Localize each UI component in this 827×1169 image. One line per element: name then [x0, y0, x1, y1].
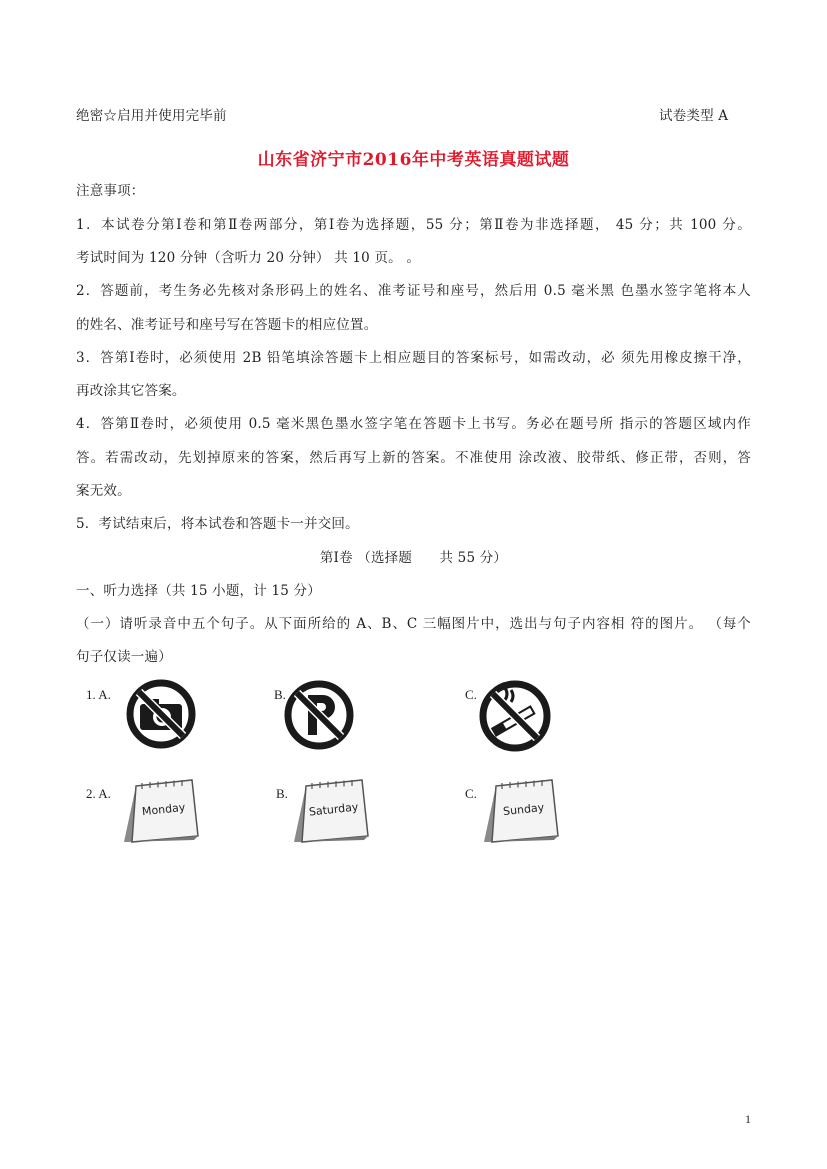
- notice-item-1-line-1: 1．本试卷分第Ⅰ卷和第Ⅱ卷两部分，第Ⅰ卷为选择题，55 分；第Ⅱ卷为非选择题， 45 分；共 100 分。: [76, 217, 751, 233]
- q1-option-b-label: B.: [274, 687, 286, 702]
- q2-option-b-label: B.: [276, 786, 288, 801]
- page-number: 1: [745, 1112, 751, 1126]
- notice-item-3-line-1: 3．答第Ⅰ卷时，必须使用 2B 铅笔填涂答题卡上相应题目的答案标号，如需改动，必 须先用橡皮擦干净，: [76, 350, 751, 366]
- calendar-label-monday: Monday: [141, 800, 186, 819]
- instruction-line-2: 句子仅读一遍）: [76, 649, 172, 665]
- notice-item-1-line-2: 考试时间为 120 分钟（含听力 20 分钟） 共 10 页。 。: [76, 250, 421, 266]
- part-one-heading: 一、听力选择（共 15 小题，计 15 分）: [76, 583, 321, 599]
- q2-option-c-label: C.: [465, 786, 477, 801]
- notice-item-4-line-2: 答。若需改动，先划掉原来的答案，然后再写上新的答案。不准使用 涂改液、胶带纸、修正带，否则，答: [76, 450, 751, 466]
- calendar-saturday-icon: [290, 778, 372, 846]
- notice-item-2-line-2: 的姓名、准考证号和座号写在答题卡的相应位置。: [76, 317, 378, 333]
- calendar-monday-icon: [120, 778, 202, 846]
- confidential-label: 绝密☆启用并使用完毕前: [76, 108, 227, 124]
- paper-type-label: 试卷类型 A: [659, 108, 729, 124]
- no-smoking-sign-icon: [477, 678, 553, 754]
- q2-option-a-label: 2. A.: [86, 786, 111, 801]
- section-title: 第Ⅰ卷 （选择题 共 55 分）: [319, 550, 508, 566]
- q1-option-c-label: C.: [465, 687, 477, 702]
- notice-item-3-line-2: 再改涂其它答案。: [76, 383, 186, 399]
- instruction-line-1: （一）请听录音中五个句子。从下面所给的 A、B、C 三幅图片中，选出与句子内容相 符的图片。 （每个: [76, 616, 751, 632]
- q1-option-a-label: 1. A.: [86, 687, 111, 702]
- page-title: 山东省济宁市2016年中考英语真题试题: [257, 150, 570, 170]
- notice-item-4-line-1: 4．答第Ⅱ卷时，必须使用 0.5 毫米黑色墨水签字笔在答题卡上书写。务必在题号所 指示的答题区域内作: [76, 416, 751, 432]
- notice-item-2-line-1: 2．答题前，考生务必先核对条形码上的姓名、准考证号和座号，然后用 0.5 毫米黑 色墨水签字笔将本人: [76, 283, 751, 299]
- calendar-label-saturday: Saturday: [308, 800, 359, 819]
- calendar-label-sunday: Sunday: [502, 800, 545, 819]
- no-parking-sign-icon: [283, 679, 355, 751]
- calendar-sunday-icon: [480, 778, 562, 846]
- notice-item-4-line-3: 案无效。: [76, 483, 131, 499]
- no-camera-sign-icon: [125, 678, 197, 750]
- notice-heading: 注意事项：: [76, 183, 145, 199]
- notice-item-5: 5．考试结束后，将本试卷和答题卡一并交回。: [76, 516, 359, 532]
